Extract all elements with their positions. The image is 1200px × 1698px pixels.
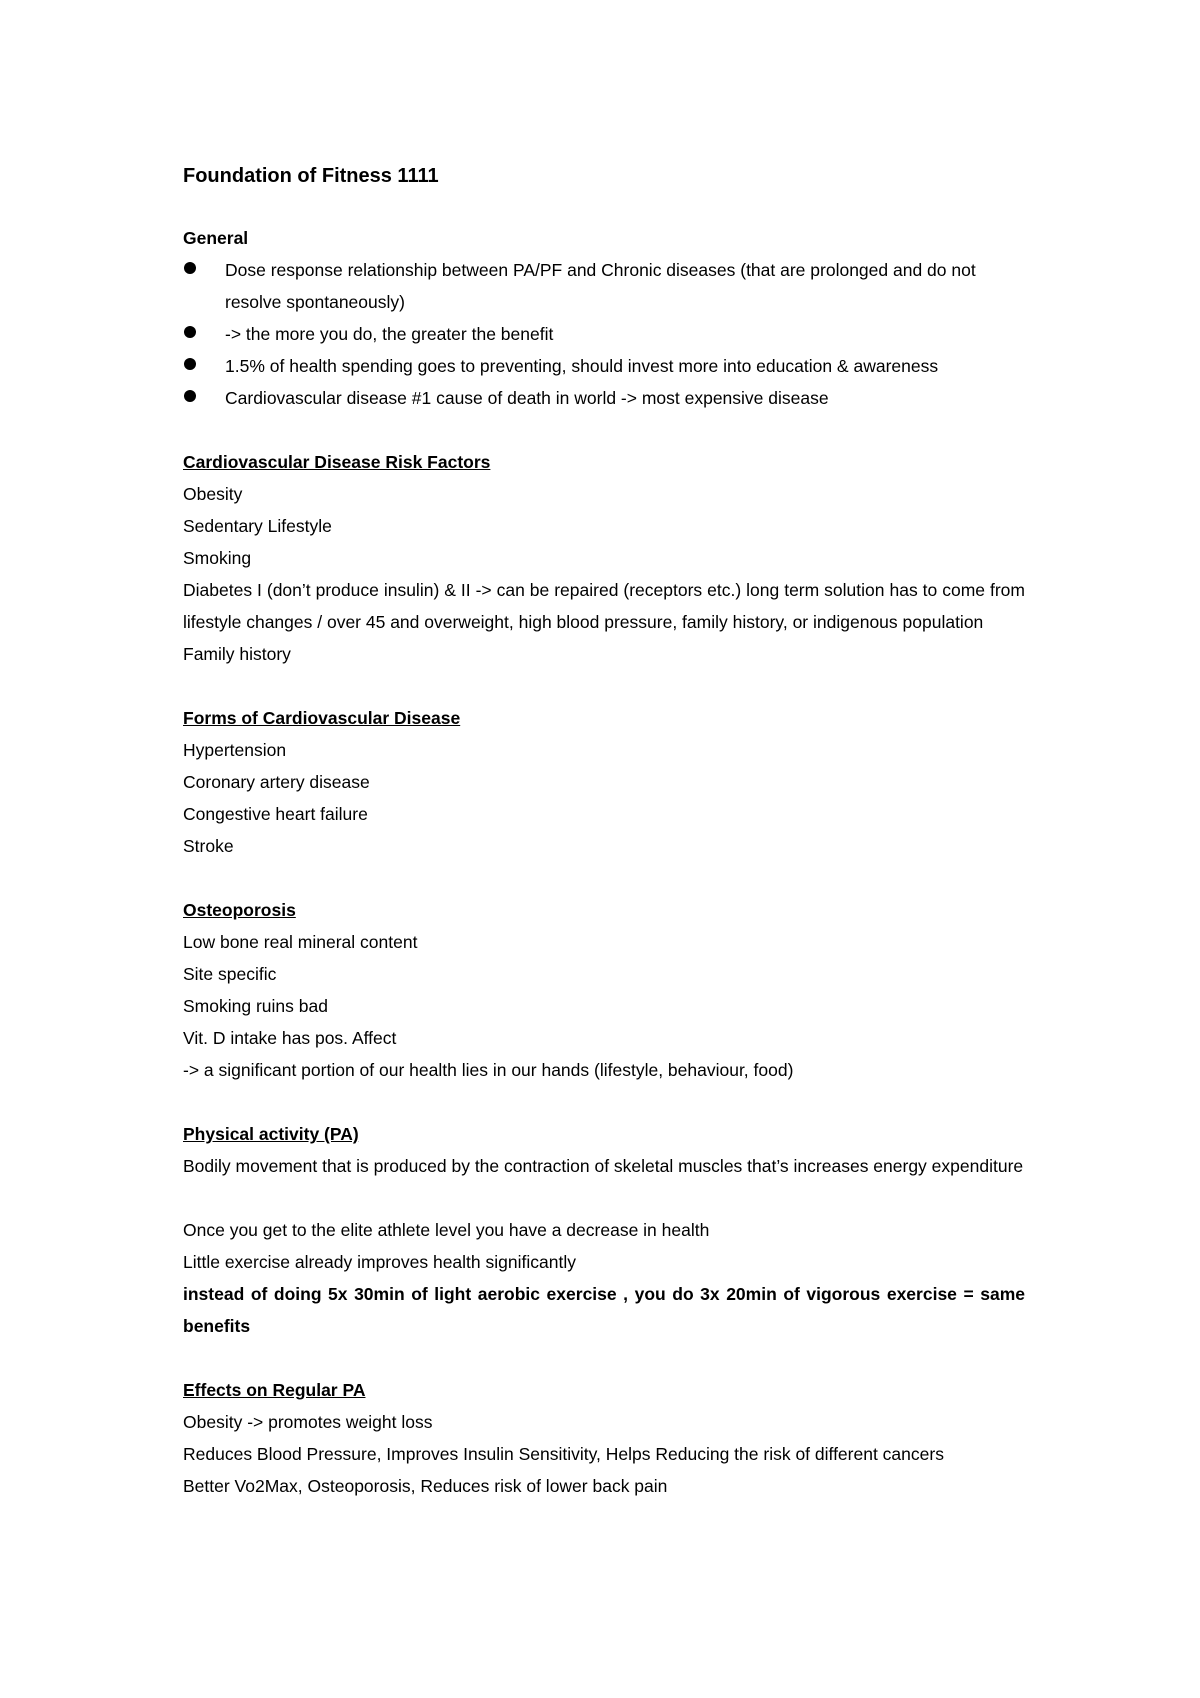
text-line: -> a significant portion of our health lies in our hands (lifestyle, behaviour, food) [183, 1060, 794, 1080]
section-heading-osteoporosis: Osteoporosis [183, 900, 296, 920]
document-title: Foundation of Fitness 1111 [183, 165, 439, 187]
document-page [183, 160, 1025, 1502]
bullet-icon [184, 262, 196, 274]
text-line: Once you get to the elite athlete level you have a decrease in health [183, 1220, 710, 1240]
text-line: Family history [183, 644, 291, 664]
spacer [183, 862, 1025, 894]
list-item-text: 1.5% of health spending goes to preventing, should invest more into education & awareness [225, 356, 939, 376]
text-line: Coronary artery disease [183, 772, 370, 792]
definition-paragraph: Bodily movement that is produced by the contraction of skeletal muscles that’s increases energy expenditure [183, 1156, 1024, 1176]
text-line: Low bone real mineral content [183, 932, 418, 952]
section-heading-physical-activity: Physical activity (PA) [183, 1124, 359, 1144]
spacer [183, 1086, 1025, 1118]
spacer [183, 192, 1025, 222]
spacer [183, 414, 1025, 446]
section-heading-general: General [183, 228, 249, 248]
text-line: Site specific [183, 964, 277, 984]
text-line: Smoking [183, 548, 252, 568]
bold-note: instead of doing 5x 30min of light aerobic exercise , you do 3x 20min of vigorous exercise = same benefits [183, 1284, 1025, 1336]
text-paragraph: Diabetes I (don’t produce insulin) & II -> can be repaired (receptors etc.) long term solution has to come from lifestyle changes / over 45 and overweight, high blood pressure, family history, or indigenous population [183, 580, 1025, 632]
text-line: Reduces Blood Pressure, Improves Insulin Sensitivity, Helps Reducing the risk of different cancers [183, 1444, 944, 1464]
text-line: Smoking ruins bad [183, 996, 328, 1016]
list-item-text: Dose response relationship between PA/PF and Chronic diseases (that are prolonged and do not resolve spontaneously) [225, 260, 976, 312]
list-item [183, 318, 1025, 350]
list-item-text: Cardiovascular disease #1 cause of death in world -> most expensive disease [225, 388, 829, 408]
section-heading-effects: Effects on Regular PA [183, 1380, 366, 1400]
text-line: Sedentary Lifestyle [183, 516, 332, 536]
list-item [183, 350, 1025, 382]
spacer [183, 670, 1025, 702]
text-line: Obesity -> promotes weight loss [183, 1412, 433, 1432]
section-heading-cvd-forms: Forms of Cardiovascular Disease [183, 708, 461, 728]
section-heading-cvd-risk: Cardiovascular Disease Risk Factors [183, 452, 491, 472]
text-line: Obesity [183, 484, 243, 504]
text-line: Little exercise already improves health significantly [183, 1252, 576, 1272]
list-item [183, 254, 1025, 318]
text-line: Congestive heart failure [183, 804, 368, 824]
text-line: Hypertension [183, 740, 287, 760]
text-line: Stroke [183, 836, 234, 856]
bullet-icon [184, 326, 196, 338]
list-item [183, 382, 1025, 414]
bullet-icon [184, 358, 196, 370]
text-line: Vit. D intake has pos. Affect [183, 1028, 397, 1048]
bullet-icon [184, 390, 196, 402]
spacer [183, 1342, 1025, 1374]
spacer [183, 1182, 1025, 1214]
text-line: Better Vo2Max, Osteoporosis, Reduces risk of lower back pain [183, 1476, 668, 1496]
general-bullet-list [183, 254, 1025, 414]
list-item-text: -> the more you do, the greater the benefit [225, 324, 554, 344]
